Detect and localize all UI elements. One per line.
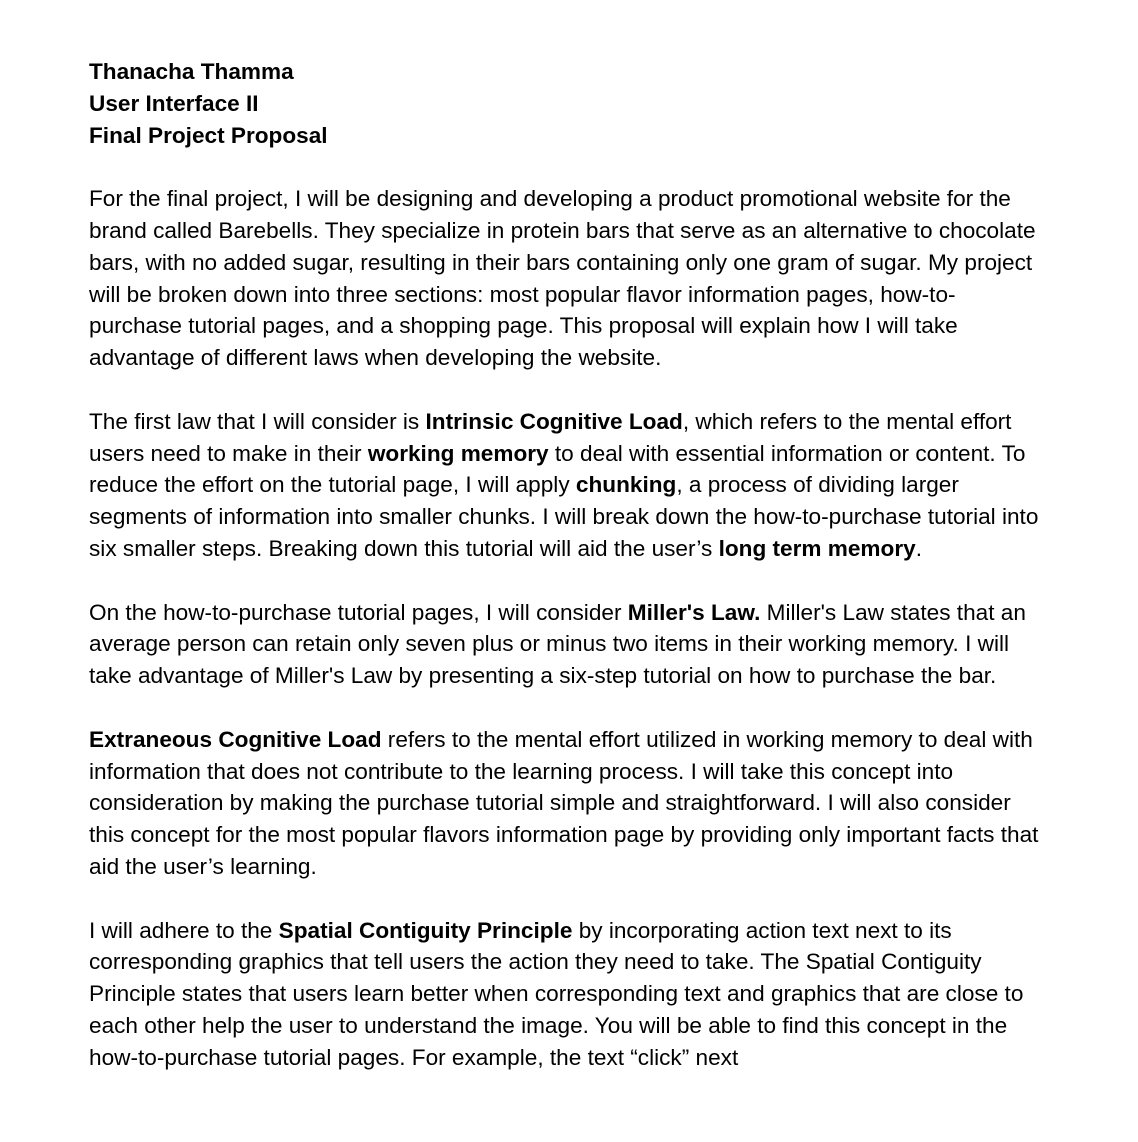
author-name: Thanacha Thamma: [89, 59, 294, 84]
document-title: Final Project Proposal: [89, 122, 328, 148]
bold-term: chunking: [575, 472, 677, 498]
paragraph-text: by incorporating action text next to its corresponding graphics that tell users the action they need to take. The Spatial Contiguity Principle states that users learn better when corresponding text and graphics that are close to each other help the user to understand the image. You will be able to find this concept in the how-to-purchase tutorial pages. For example, the text “click” next: [89, 917, 1024, 1070]
body-paragraph: [89, 724, 1039, 883]
document-page: [89, 56, 1039, 1074]
paragraph-text: .: [915, 535, 922, 561]
body-paragraph: [89, 915, 1039, 1074]
course-name: User Interface II: [89, 90, 259, 116]
paragraph-text: , which refers to the mental effort users need to make in their: [89, 408, 1012, 466]
document-body: [89, 183, 1039, 1073]
bold-term: working memory: [367, 440, 549, 466]
body-paragraph: [89, 406, 1039, 565]
bold-term: Extraneous Cognitive Load: [89, 726, 382, 752]
bold-term: Spatial Contiguity Principle: [278, 917, 573, 943]
bold-term: long term memory: [718, 535, 916, 561]
body-paragraph: [89, 183, 1039, 374]
paragraph-text: For the final project, I will be designing and developing a product promotional website for the brand called Barebells. They specialize in protein bars that serve as an alternative to chocolate bars, with no added sugar, resulting in their bars containing only one gram of sugar. My project will be broken down into three sections: most popular flavor information pages, how-to-purchase tutorial pages, and a shopping page. This proposal will explain how I will take advantage of different laws when developing the website.: [89, 186, 1036, 371]
paragraph-text: Miller's Law states that an average person can retain only seven plus or minus two items in their working memory. I will take advantage of Miller's Law by presenting a six-step tutorial on how to purchase the bar.: [89, 599, 1026, 689]
body-paragraph: [89, 597, 1039, 692]
paragraph-text: The first law that I will consider is: [89, 408, 426, 434]
paragraph-text: refers to the mental effort utilized in working memory to deal with information that does not contribute to the learning process. I will take this concept into consideration by making the purchase tutorial simple and straightforward. I will also consider this concept for the most popular flavors information page by providing only important facts that aid the user’s learning.: [89, 726, 1039, 879]
paragraph-text: , a process of dividing larger segments of information into smaller chunks. I will break down the how-to-purchase tutorial into six smaller steps. Breaking down this tutorial will aid the user’s: [89, 472, 1039, 561]
bold-term: Miller's Law.: [627, 599, 761, 625]
document-header: [89, 56, 1039, 151]
paragraph-text: to deal with essential information or content. To reduce the effort on the tutorial page, I will apply: [89, 440, 1026, 498]
paragraph-text: I will adhere to the: [89, 917, 279, 943]
paragraph-text: On the how-to-purchase tutorial pages, I will consider: [89, 599, 628, 625]
bold-term: Intrinsic Cognitive Load: [425, 408, 683, 434]
